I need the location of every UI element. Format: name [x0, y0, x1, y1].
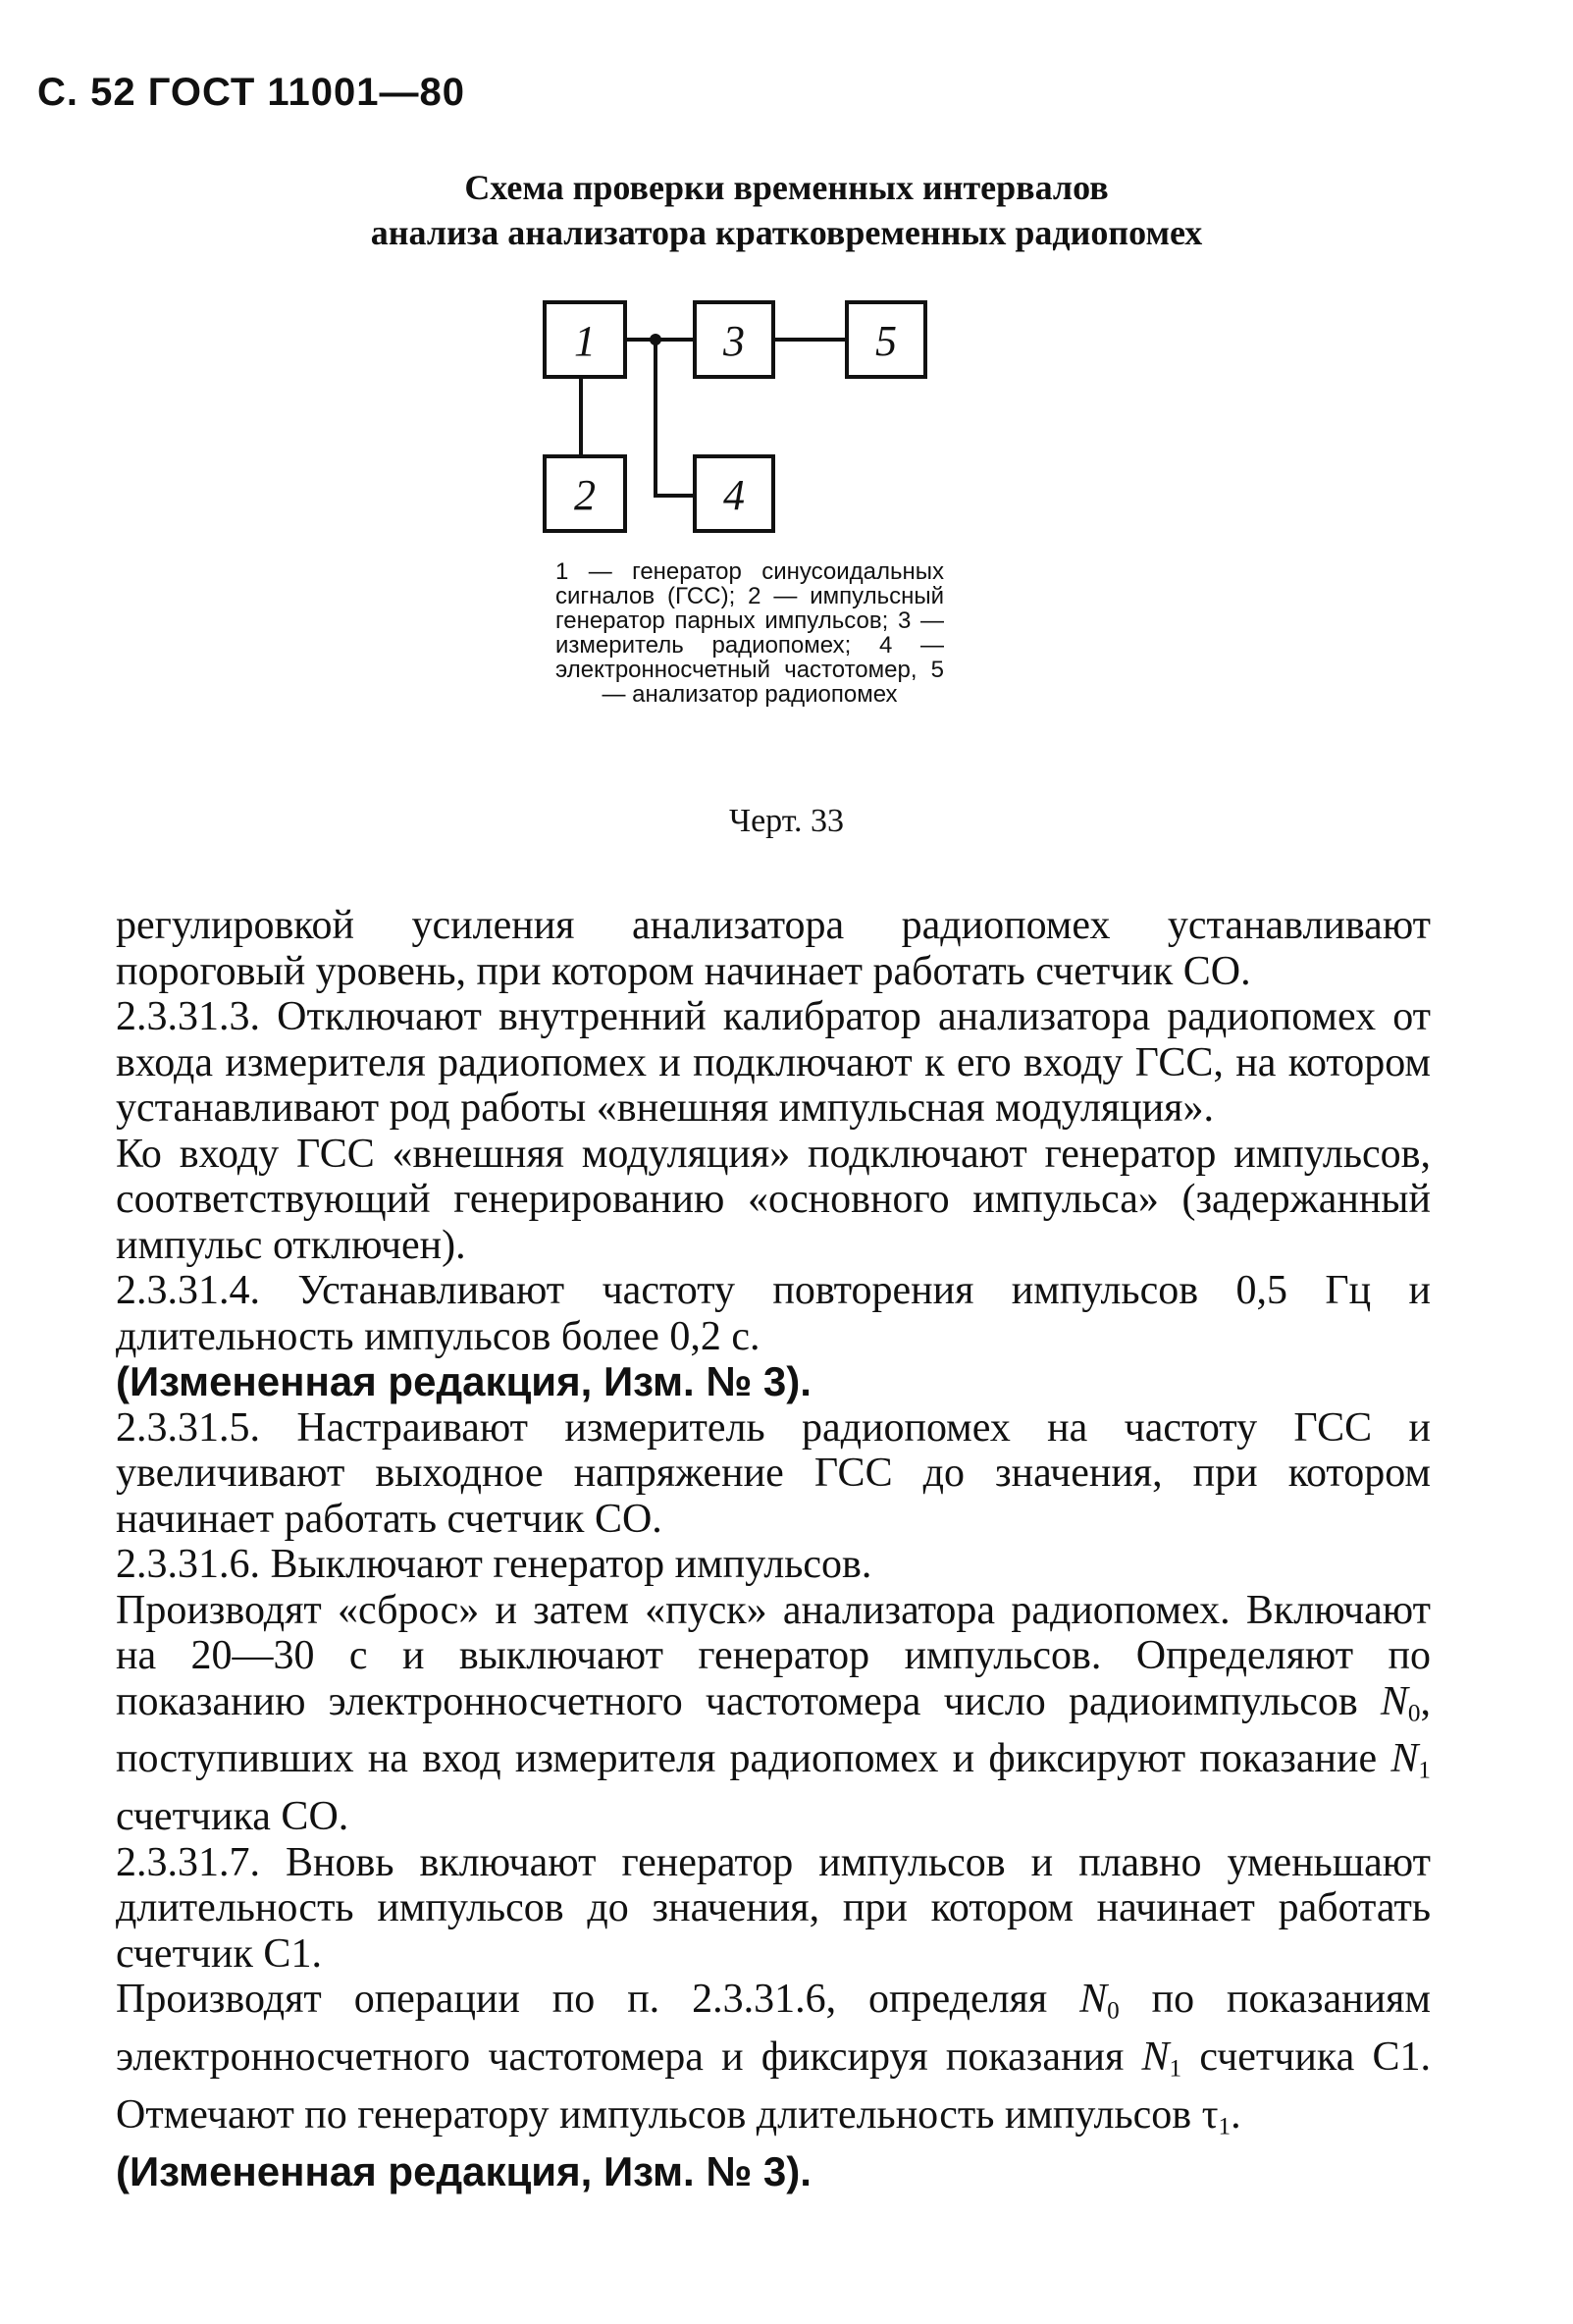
paragraph-8-part-c: счетчика СО. — [116, 1794, 349, 1840]
paragraph-1: регулировкой усиления анализатора радиопомех устанавливают пороговый уровень, при котором начинает работать счетчик СО. — [116, 903, 1431, 994]
paragraph-10 — [116, 1977, 1431, 2149]
symbol-tau: τ — [1201, 2091, 1219, 2138]
block-4-label: 4 — [723, 471, 745, 519]
subscript-1: 1 — [1418, 1757, 1431, 1784]
subscript-1-c: 1 — [1218, 2112, 1232, 2139]
page-header: С. 52 ГОСТ 11001—80 — [37, 71, 465, 114]
paragraph-7: 2.3.31.6. Выключают генератор импульсов. — [116, 1542, 872, 1587]
paragraph-8-part-a: Производят «сброс» и затем «пуск» анализатора радиопомех. Включают на 20—30 с и выключают генератор импульсов. Определяют по показанию электронносчетного частотомера число радиоимпульсов — [116, 1587, 1431, 1724]
subscript-0: 0 — [1407, 1699, 1421, 1726]
figure-title-line-1: Схема проверки временных интервалов — [464, 168, 1109, 207]
paragraph-10-part-a: Производят операции по п. 2.3.31.6, определяя — [116, 1977, 1080, 2023]
symbol-n0: N — [1380, 1678, 1408, 1724]
block-2-label: 2 — [574, 471, 596, 519]
junction-dot — [650, 334, 661, 345]
amendment-note-1: (Измененная редакция, Изм. № 3). — [116, 1358, 812, 1404]
paragraph-2: 2.3.31.3. Отключают внутренний калибратор анализатора радиопомех от входа измерителя радиопомех и подключают к его входу ГСС, на котором устанавливают род работы «внешняя импульсная модуляция». — [116, 994, 1431, 1131]
symbol-n1-b: N — [1141, 2034, 1170, 2080]
figure-title-line-2: анализа анализатора кратковременных радиопомех — [370, 213, 1203, 252]
block-5-label: 5 — [875, 317, 897, 365]
paragraph-10-part-b: по показаниям электронносчетного частотомера и фиксируя показания — [116, 1977, 1432, 2080]
wire-junction-4 — [655, 340, 695, 496]
body-text — [116, 903, 1431, 2195]
paragraph-8-part-b: , поступивших на вход измерителя радиопомех и фиксируют показание — [116, 1678, 1431, 1782]
block-1-label: 1 — [574, 317, 596, 365]
paragraph-9: 2.3.31.7. Вновь включают генератор импульсов и плавно уменьшают длительность импульсов до значения, при котором начинает работать счетчик С1. — [116, 1839, 1431, 1977]
symbol-n0-b: N — [1079, 1977, 1108, 2023]
figure-caption: Черт. 33 — [728, 803, 845, 839]
amendment-note-2: (Измененная редакция, Изм. № 3). — [116, 2148, 812, 2195]
paragraph-10-part-c: счетчика С1. Отмечают по генератору импульсов длительность импульсов — [116, 2034, 1431, 2138]
paragraph-3: Ко входу ГСС «внешняя модуляция» подключают генератор импульсов, соответствующий генерированию «основного импульса» (задержанный импульс отключен). — [116, 1131, 1431, 1268]
symbol-n1: N — [1390, 1736, 1419, 1782]
block-diagram — [0, 0, 1573, 550]
paragraph-10-part-d: . — [1231, 2091, 1241, 2138]
figure-legend: 1 — генератор синусоидальных сигналов (ГСС); 2 — импульсный генератор парных импульсов; 3 — измеритель радиопомех; 4 — электронносчетный частотомер, 5 — анализатор радиопомех — [555, 558, 944, 708]
subscript-0-b: 0 — [1107, 1997, 1120, 2025]
paragraph-4: 2.3.31.4. Устанавливают частоту повторения импульсов 0,5 Гц и длительность импульсов более 0,2 с. — [116, 1268, 1431, 1359]
paragraph-6: 2.3.31.5. Настраивают измеритель радиопомех на частоту ГСС и увеличивают выходное напряжение ГСС до значения, при котором начинает работать счетчик СО. — [116, 1404, 1431, 1542]
paragraph-8 — [116, 1588, 1431, 1840]
block-3-label: 3 — [723, 317, 745, 365]
subscript-1-b: 1 — [1169, 2055, 1182, 2083]
